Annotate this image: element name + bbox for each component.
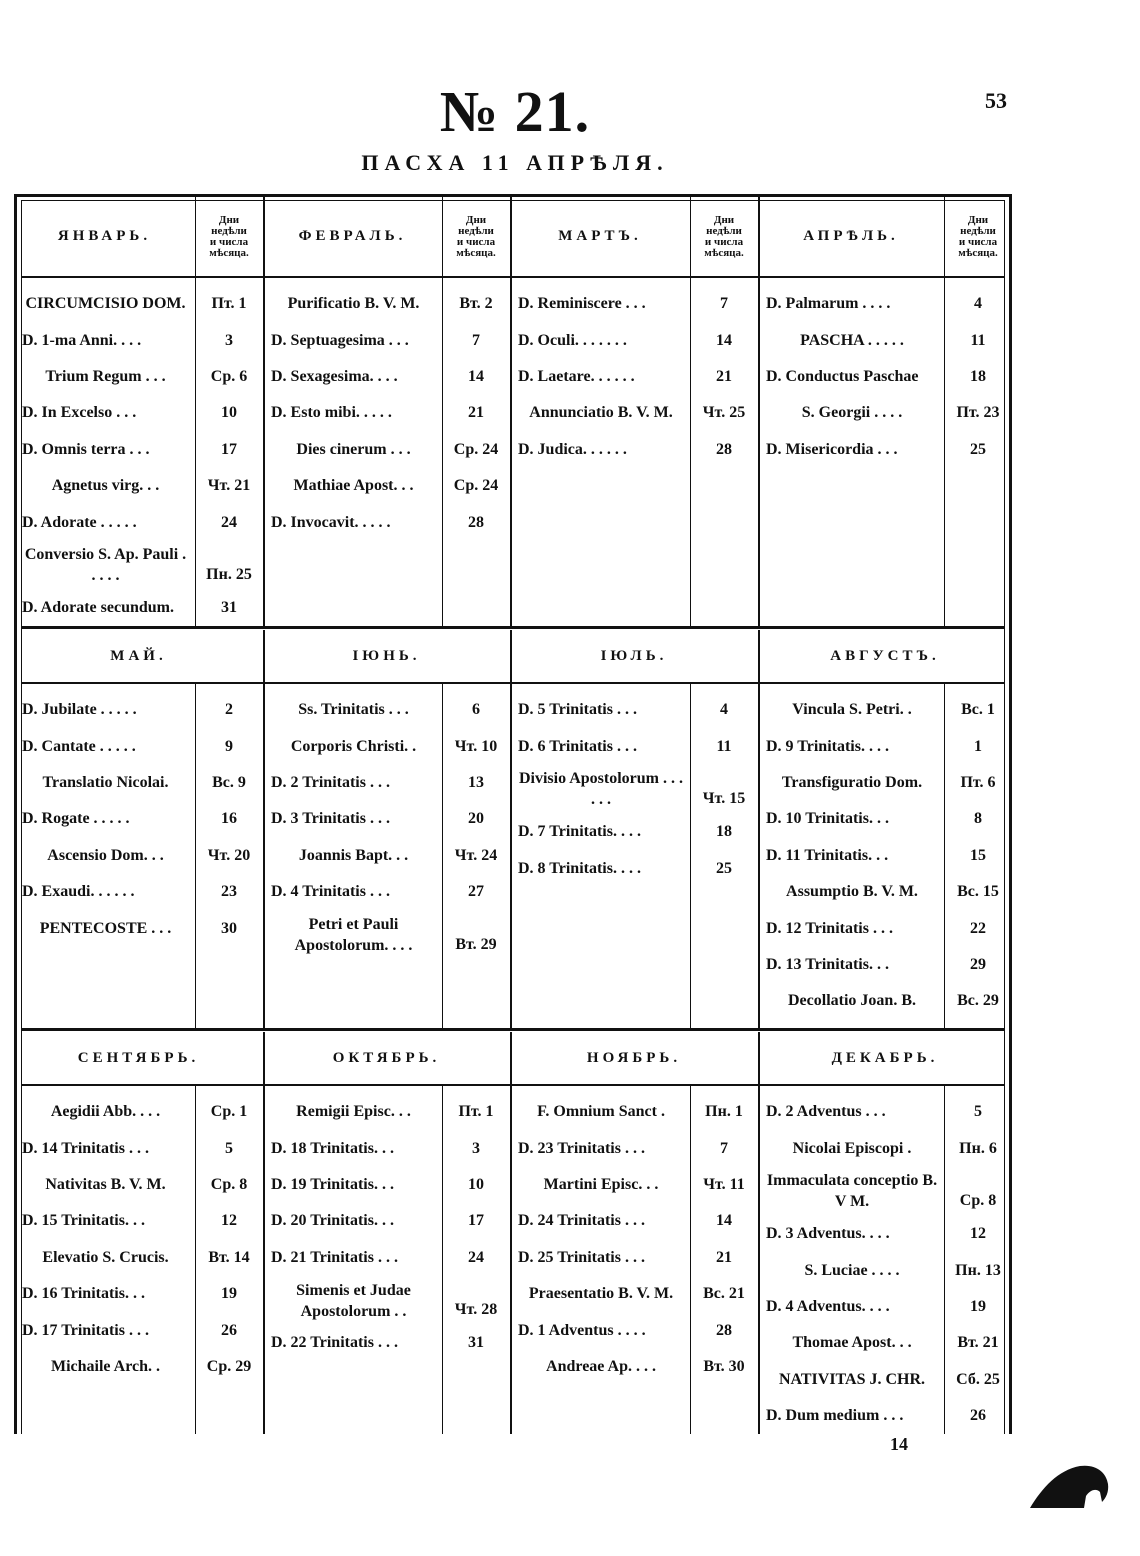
entry-name: D. Oculi. . . . . . . bbox=[518, 331, 627, 349]
entry-day: Пт. 1 bbox=[211, 295, 247, 313]
entry-name: D. 2 Trinitatis . . . bbox=[271, 773, 390, 791]
month-header: IЮНЬ. bbox=[352, 647, 421, 664]
entry-name: D. 23 Trinitatis . . . bbox=[518, 1139, 645, 1157]
entry-name: Michaile Arch. . bbox=[50, 1357, 161, 1375]
entry-day: 13 bbox=[468, 773, 484, 791]
entry-day: Чт. 10 bbox=[454, 737, 498, 755]
entry-name: F. Omnium Sanct . bbox=[537, 1103, 665, 1121]
entry-name: Annunciatio B. V. M. bbox=[529, 404, 673, 422]
entry-day: 11 bbox=[970, 331, 986, 349]
entry-day: Пт. 1 bbox=[458, 1103, 494, 1121]
entry-name: Andreae Ap. . . . bbox=[546, 1357, 656, 1375]
entry-name: S. Luciae . . . . bbox=[804, 1261, 900, 1279]
frame-left bbox=[14, 194, 17, 1434]
entry-day: 25 bbox=[716, 859, 732, 877]
entry-name: CIRCUMCISIO DOM. bbox=[25, 295, 186, 313]
entry-day: Пн. 6 bbox=[959, 1139, 997, 1157]
entry-name: Corporis Christi. . bbox=[290, 737, 417, 755]
entry-name: D. Jubilate . . . . . bbox=[22, 701, 137, 719]
page-subtitle: ПАСХА 11 АПРѢЛЯ. bbox=[361, 150, 669, 175]
entry-day: Вс. 1 bbox=[961, 701, 995, 719]
entry-name: D. Adorate . . . . . bbox=[22, 513, 137, 531]
entry-day: 12 bbox=[970, 1225, 986, 1243]
entry-name: Ss. Trinitatis . . . bbox=[298, 701, 409, 719]
header-underline bbox=[21, 1084, 1005, 1086]
entry-name: D. Sexagesima. . . . bbox=[271, 367, 398, 385]
month-header: ЯНВАРЬ. bbox=[57, 227, 152, 244]
entry-day: 21 bbox=[716, 367, 732, 385]
entry-name: Nativitas B. V. M. bbox=[45, 1175, 166, 1193]
entry-name: D. Conductus Paschae bbox=[766, 367, 919, 385]
month-header: МАРТЪ. bbox=[558, 227, 642, 244]
day-column-header-line: и числа bbox=[958, 236, 998, 248]
entry-day: Вт. 30 bbox=[703, 1357, 745, 1375]
entry-name: D. Invocavit. . . . . bbox=[271, 513, 391, 531]
entry-name: Ascensio Dom. . . bbox=[47, 846, 164, 864]
entry-day: 23 bbox=[221, 883, 237, 901]
day-column-header-line: Дни bbox=[218, 214, 240, 226]
entry-name: D. 10 Trinitatis. . . bbox=[766, 810, 889, 828]
month-header: ОКТЯБРЬ. bbox=[332, 1049, 441, 1066]
entry-name: D. 16 Trinitatis. . . bbox=[22, 1285, 145, 1303]
entry-day: 30 bbox=[221, 919, 237, 937]
entry-name: Martini Episc. . . bbox=[543, 1175, 659, 1193]
entry-day: 4 bbox=[720, 701, 728, 719]
entry-name: Trium Regum . . . bbox=[45, 367, 166, 385]
entry-day: 5 bbox=[225, 1139, 233, 1157]
day-column-header-line: мѣсяца. bbox=[456, 247, 496, 259]
day-column-header bbox=[690, 200, 758, 274]
entry-day: Чт. 25 bbox=[702, 404, 746, 422]
entry-day: 3 bbox=[472, 1139, 480, 1157]
month-header: АПРѢЛЬ. bbox=[803, 227, 899, 244]
entry-day: 18 bbox=[716, 823, 732, 841]
entry-day: Чт. 21 bbox=[207, 477, 251, 495]
day-column-header-line: и числа bbox=[209, 236, 249, 248]
entry-name: D. 1 Adventus . . . . bbox=[518, 1321, 646, 1339]
entry-day: Пн. 13 bbox=[955, 1261, 1001, 1279]
entry-day: 15 bbox=[970, 846, 986, 864]
entry-name: D. Dum medium . . . bbox=[766, 1407, 904, 1425]
entry-name: D. 12 Trinitatis . . . bbox=[766, 919, 893, 937]
quarter-divider bbox=[263, 1032, 265, 1434]
entry-name: Conversio S. Ap. Pauli . . . . . bbox=[24, 546, 187, 585]
entry-day: 21 bbox=[468, 404, 484, 422]
entry-day: Ср. 24 bbox=[453, 440, 499, 458]
entry-name: Dies cinerum . . . bbox=[296, 440, 411, 458]
entry-name: Transfiguratio Dom. bbox=[781, 773, 923, 791]
entry-name: Thomae Apost. . . bbox=[792, 1334, 912, 1352]
entry-day: Сб. 25 bbox=[956, 1370, 1000, 1388]
entry-name: D. In Excelso . . . bbox=[22, 404, 137, 422]
entry-day: 7 bbox=[720, 1139, 728, 1157]
entry-name: Remigii Episc. . . bbox=[296, 1103, 411, 1121]
entry-name: NATIVITAS J. CHR. bbox=[778, 1370, 926, 1388]
entry-name: Nicolai Episcopi . bbox=[792, 1139, 912, 1157]
entry-day: Вс. 15 bbox=[957, 883, 999, 901]
entry-day: Ср. 29 bbox=[206, 1357, 252, 1375]
entry-day: 31 bbox=[468, 1334, 484, 1352]
entry-name: D. 22 Trinitatis . . . bbox=[271, 1334, 398, 1352]
entry-name: S. Georgii . . . . bbox=[801, 404, 903, 422]
entry-day: 18 bbox=[970, 367, 986, 385]
entry-day: 8 bbox=[974, 810, 982, 828]
entry-name: D. 11 Trinitatis. . . bbox=[766, 846, 889, 864]
entry-name: Immaculata conceptio B. V M. bbox=[766, 1172, 938, 1211]
entry-day: Чт. 11 bbox=[703, 1175, 745, 1193]
entry-name: Joannis Bapt. . . bbox=[298, 846, 409, 864]
entry-day: Вт. 29 bbox=[455, 935, 497, 953]
day-column-header-line: мѣсяца. bbox=[704, 247, 744, 259]
entry-day: 26 bbox=[970, 1407, 986, 1425]
entry-name: D. 7 Trinitatis. . . . bbox=[518, 823, 641, 841]
quarter-divider bbox=[758, 630, 760, 1030]
entry-name: D. Rogate . . . . . bbox=[22, 810, 130, 828]
entry-day: 2 bbox=[225, 701, 233, 719]
calendar-table bbox=[14, 194, 1012, 1434]
entry-day: Пн. 25 bbox=[206, 565, 252, 583]
entry-day: 31 bbox=[221, 599, 237, 617]
day-column-header-line: Дни bbox=[465, 214, 487, 226]
entry-name: D. Palmarum . . . . bbox=[766, 295, 891, 313]
entry-day: 17 bbox=[221, 440, 237, 458]
entry-name: D. 17 Trinitatis . . . bbox=[22, 1321, 149, 1339]
entry-day: 3 bbox=[225, 331, 233, 349]
entry-day: 10 bbox=[221, 404, 237, 422]
entry-name: Elevatio S. Crucis. bbox=[42, 1248, 169, 1266]
entry-day: 17 bbox=[468, 1212, 484, 1230]
entry-day: 10 bbox=[468, 1175, 484, 1193]
day-column-header-line: и числа bbox=[456, 236, 496, 248]
entry-name: Assumptio B. V. M. bbox=[786, 883, 918, 901]
quarter-divider bbox=[758, 1032, 760, 1434]
entry-day: 16 bbox=[221, 810, 237, 828]
entry-day: Вс. 21 bbox=[703, 1285, 745, 1303]
entry-day: 5 bbox=[974, 1103, 982, 1121]
day-column-header-line: Дни bbox=[713, 214, 735, 226]
month-header: СЕНТЯБРЬ. bbox=[77, 1049, 200, 1066]
entry-name: Vincula S. Petri. . bbox=[792, 701, 912, 719]
entry-day: 29 bbox=[970, 955, 986, 973]
entry-name: D. 24 Trinitatis . . . bbox=[518, 1212, 645, 1230]
quarter-divider bbox=[263, 630, 265, 1030]
entry-name: PASCHA . . . . . bbox=[800, 331, 904, 349]
entry-day: Вс. 29 bbox=[957, 992, 999, 1010]
entry-name: PENTECOSTE . . . bbox=[39, 919, 172, 937]
entry-day: Пн. 1 bbox=[705, 1103, 743, 1121]
entry-name: D. Exaudi. . . . . . bbox=[22, 883, 135, 901]
entry-name: D. Judica. . . . . . bbox=[518, 440, 627, 458]
entry-name: D. 25 Trinitatis . . . bbox=[518, 1248, 645, 1266]
month-header: НОЯБРЬ. bbox=[586, 1049, 682, 1066]
entry-day: 25 bbox=[970, 440, 986, 458]
block-separator bbox=[21, 626, 1005, 629]
day-column-header-line: недѣли bbox=[458, 225, 494, 237]
day-column-header bbox=[944, 200, 1012, 274]
entry-name: Purificatio B. V. M. bbox=[287, 295, 420, 313]
entry-day: Вс. 9 bbox=[212, 773, 246, 791]
entry-name: D. 6 Trinitatis . . . bbox=[518, 737, 637, 755]
entry-day: 24 bbox=[221, 513, 237, 531]
entry-day: Чт. 28 bbox=[454, 1301, 498, 1319]
entry-day: 11 bbox=[716, 737, 732, 755]
day-column-header bbox=[442, 200, 510, 274]
entry-day: Ср. 24 bbox=[453, 477, 499, 495]
entry-name: D. 21 Trinitatis . . . bbox=[271, 1248, 398, 1266]
entry-day: 21 bbox=[716, 1248, 732, 1266]
entry-day: 9 bbox=[225, 737, 233, 755]
entry-day: 20 bbox=[468, 810, 484, 828]
entry-name: D. Laetare. . . . . . bbox=[518, 367, 635, 385]
month-header: АВГУСТЪ. bbox=[830, 647, 940, 664]
entry-day: 14 bbox=[716, 331, 732, 349]
entry-day: 12 bbox=[221, 1212, 237, 1230]
frame-top bbox=[14, 194, 1012, 197]
entry-name: Aegidii Abb. . . . bbox=[50, 1103, 161, 1121]
entry-day: Вт. 21 bbox=[957, 1334, 999, 1352]
entry-day: 27 bbox=[468, 883, 484, 901]
entry-day: Чт. 15 bbox=[702, 789, 746, 807]
entry-day: 24 bbox=[468, 1248, 484, 1266]
entry-name: D. 1-ma Anni. . . . bbox=[22, 331, 142, 349]
entry-name: D. Misericordia . . . bbox=[766, 440, 898, 458]
page-title: № 21. bbox=[439, 79, 591, 144]
header-underline bbox=[21, 276, 1005, 278]
entry-day: 19 bbox=[970, 1297, 986, 1315]
day-column-header-line: недѣли bbox=[211, 225, 247, 237]
entry-day: Ср. 6 bbox=[210, 367, 248, 385]
entry-day: 7 bbox=[720, 295, 728, 313]
entry-name: Decollatio Joan. B. bbox=[788, 992, 916, 1010]
entry-name: D. 9 Trinitatis. . . . bbox=[766, 737, 889, 755]
entry-name: D. 3 Adventus. . . . bbox=[766, 1225, 890, 1243]
entry-day: 4 bbox=[974, 295, 982, 313]
entry-day: 6 bbox=[472, 701, 480, 719]
ink-blot-icon bbox=[1028, 1462, 1110, 1512]
entry-day: 22 bbox=[970, 919, 986, 937]
footer-signature: 14 bbox=[890, 1434, 908, 1454]
entry-name: D. 4 Adventus. . . . bbox=[766, 1297, 890, 1315]
entry-day: Ср. 1 bbox=[210, 1103, 248, 1121]
month-header: IЮЛЬ. bbox=[600, 647, 668, 664]
entry-name: D. 15 Trinitatis. . . bbox=[22, 1212, 145, 1230]
entry-name: Agnetus virg. . . bbox=[51, 477, 160, 495]
entry-name: D. Omnis terra . . . bbox=[22, 440, 150, 458]
entry-day: Пт. 23 bbox=[956, 404, 1000, 422]
entry-name: Praesentatio B. V. M. bbox=[528, 1285, 674, 1303]
page-number: 53 bbox=[985, 88, 1007, 113]
entry-name: Petri et Pauli Apostolorum. . . . bbox=[294, 915, 413, 954]
entry-day: 28 bbox=[716, 440, 732, 458]
entry-name: D. Esto mibi. . . . . bbox=[271, 404, 392, 422]
block-separator bbox=[21, 1028, 1005, 1031]
entry-day: Вт. 2 bbox=[459, 295, 493, 313]
entry-day: 1 bbox=[974, 737, 982, 755]
entry-name: D. 4 Trinitatis . . . bbox=[271, 883, 390, 901]
entry-name: D. 19 Trinitatis. . . bbox=[271, 1175, 394, 1193]
day-column-header-line: недѣли bbox=[706, 225, 742, 237]
entry-day: Пт. 6 bbox=[960, 773, 996, 791]
entry-name: D. Reminiscere . . . bbox=[518, 295, 646, 313]
entry-name: D. Cantate . . . . . bbox=[22, 737, 136, 755]
quarter-divider bbox=[510, 1032, 512, 1434]
entry-name: Mathiae Apost. . . bbox=[293, 477, 414, 495]
entry-day: Чт. 20 bbox=[207, 846, 251, 864]
month-header: ФЕВРАЛЬ. bbox=[298, 227, 407, 244]
entry-name: D. 8 Trinitatis. . . . bbox=[518, 859, 641, 877]
entry-day: Чт. 24 bbox=[454, 846, 498, 864]
entry-day: 28 bbox=[468, 513, 484, 531]
entry-name: D. 18 Trinitatis. . . bbox=[271, 1139, 394, 1157]
entry-name: D. 2 Adventus . . . bbox=[766, 1103, 886, 1121]
entry-name: D. 14 Trinitatis . . . bbox=[22, 1139, 149, 1157]
entry-name: Divisio Apostolorum . . . . . . bbox=[518, 770, 683, 809]
entry-name: D. Adorate secundum. bbox=[22, 599, 175, 617]
entry-name: D. 5 Trinitatis . . . bbox=[518, 701, 637, 719]
entry-name: Simenis et Judae Apostolorum . . bbox=[296, 1281, 411, 1320]
entry-name: D. 3 Trinitatis . . . bbox=[271, 810, 390, 828]
entry-day: Ср. 8 bbox=[959, 1191, 997, 1209]
day-column-header bbox=[195, 200, 263, 274]
entry-day: 19 bbox=[221, 1285, 237, 1303]
day-column-header-line: Дни bbox=[967, 214, 989, 226]
entry-name: Translatio Nicolai. bbox=[42, 773, 169, 791]
entry-day: 14 bbox=[468, 367, 484, 385]
month-header: ДЕКАБРЬ. bbox=[831, 1049, 939, 1066]
month-header: МАЙ. bbox=[110, 647, 167, 664]
quarter-divider bbox=[510, 630, 512, 1030]
entry-day: Ср. 8 bbox=[210, 1175, 248, 1193]
entry-day: 7 bbox=[472, 331, 480, 349]
entry-name: D. 13 Trinitatis. . . bbox=[766, 955, 889, 973]
entry-day: 28 bbox=[716, 1321, 732, 1339]
entry-day: Вт. 14 bbox=[208, 1248, 250, 1266]
day-column-header-line: мѣсяца. bbox=[958, 247, 998, 259]
day-column-header-line: и числа bbox=[704, 236, 744, 248]
entry-day: 14 bbox=[716, 1212, 732, 1230]
day-column-header-line: недѣли bbox=[960, 225, 996, 237]
header-underline bbox=[21, 682, 1005, 684]
day-column-header-line: мѣсяца. bbox=[209, 247, 249, 259]
entry-name: D. Septuagesima . . . bbox=[271, 331, 409, 349]
entry-day: 26 bbox=[221, 1321, 237, 1339]
entry-name: D. 20 Trinitatis. . . bbox=[271, 1212, 394, 1230]
